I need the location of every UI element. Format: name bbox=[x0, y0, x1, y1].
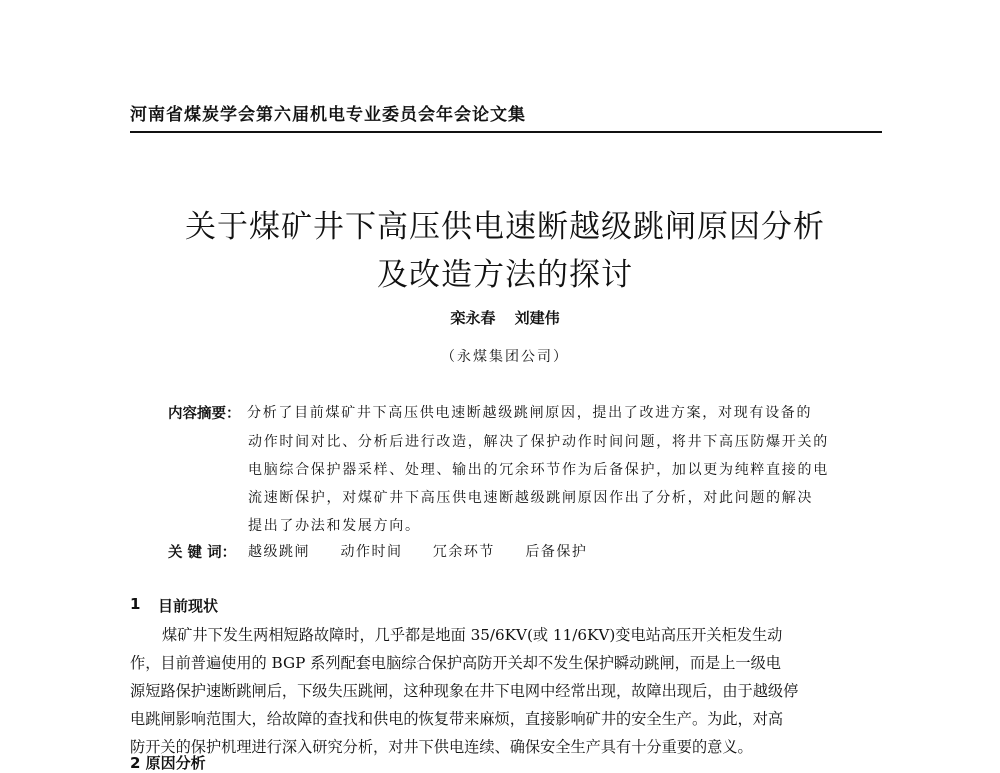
authors: 栾永春 刘建伟 bbox=[450, 309, 560, 327]
header-rule bbox=[130, 131, 882, 133]
abstract-line: 流速断保护，对煤矿井下高压供电速断越级跳闸原因作出了分析，对此问题的解决 bbox=[248, 490, 814, 506]
abstract-line: 提出了办法和发展方向。 bbox=[248, 518, 421, 534]
abstract-line: 动作时间对比、分析后进行改造，解决了保护动作时间问题，将井下高压防爆开关的 bbox=[248, 434, 829, 450]
body-line: 煤矿井下发生两相短路故障时，几乎都是地面 35/6KV(或 11/6KV)变电站高压开关柜发生动 bbox=[162, 626, 783, 644]
keyword: 动作时间 bbox=[340, 544, 403, 560]
section-number: 1 bbox=[130, 595, 141, 613]
abstract-label: 内容摘要： bbox=[168, 406, 241, 422]
body-line: 作，目前普遍使用的 BGP 系列配套电脑综合保护高防开关却不发生保护瞬动跳闸，而是上一级电 bbox=[130, 654, 781, 672]
next-section-heading: 2 原因分析 bbox=[130, 754, 206, 772]
keywords-list bbox=[248, 541, 613, 561]
section-title: 目前现状 bbox=[158, 597, 219, 615]
keyword: 冗余环节 bbox=[432, 544, 495, 560]
abstract-line: 分析了目前煤矿井下高压供电速断越级跳闸原因，提出了改进方案，对现有设备的 bbox=[247, 405, 813, 421]
body-line: 电跳闸影响范围大，给故障的查找和供电的恢复带来麻烦，直接影响矿井的安全生产。为此，对高 bbox=[130, 710, 784, 728]
abstract-line: 电脑综合保护器采样、处理、输出的冗余环节作为后备保护，加以更为纯粹直接的电 bbox=[248, 462, 829, 478]
paper-title-line-1: 关于煤矿井下高压供电速断越级跳闸原因分析 bbox=[185, 209, 825, 245]
paper-title-line-2: 及改造方法的探讨 bbox=[377, 257, 633, 293]
keywords-label: 关 键 词： bbox=[168, 545, 237, 561]
keyword: 越级跳闸 bbox=[248, 544, 310, 560]
keyword: 后备保护 bbox=[525, 544, 588, 560]
body-line: 防开关的保护机理进行深入研究分析，对井下供电连续、确保安全生产具有十分重要的意义。 bbox=[130, 738, 753, 756]
affiliation: （永煤集团公司） bbox=[441, 349, 569, 365]
running-header: 河南省煤炭学会第六届机电专业委员会年会论文集 bbox=[130, 105, 526, 125]
body-line: 源短路保护速断跳闸后，下级失压跳闸，这种现象在井下电网中经常出现，故障出现后，由于越级停 bbox=[130, 682, 799, 700]
